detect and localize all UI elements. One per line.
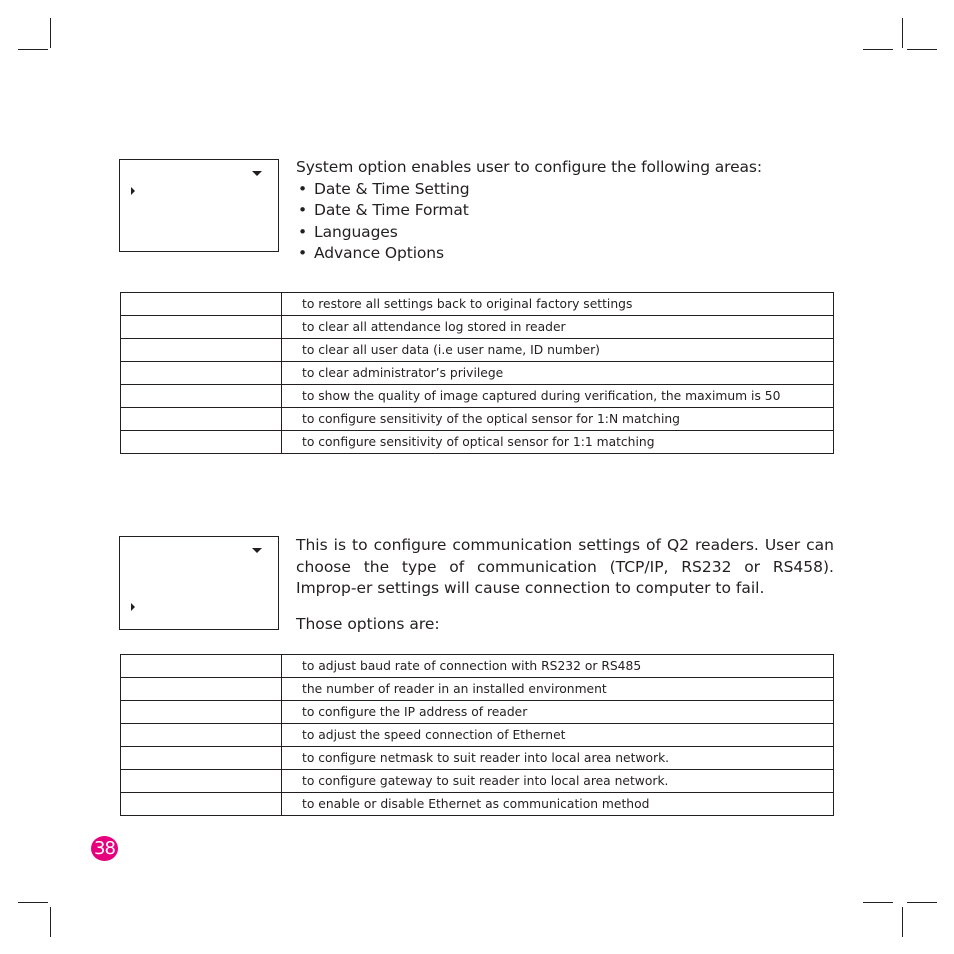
- communication-menu-screen-illustration: [119, 536, 279, 630]
- crop-mark: [50, 907, 51, 937]
- crop-mark: [907, 902, 937, 903]
- crop-mark: [902, 18, 903, 48]
- list-item: • Languages: [296, 222, 816, 244]
- communication-options-table: [120, 654, 834, 816]
- options-label: Those options are:: [296, 615, 440, 633]
- list-item: • Advance Options: [296, 243, 816, 265]
- table-row: [121, 339, 834, 362]
- table-cell-description: to clear all user data (i.e user name, ID number): [282, 339, 834, 362]
- crop-mark: [902, 907, 903, 937]
- crop-mark: [18, 902, 48, 903]
- crop-mark: [863, 49, 893, 50]
- page-number-badge: 38: [91, 836, 118, 861]
- list-item: • Date & Time Setting: [296, 179, 816, 201]
- table-row: [121, 701, 834, 724]
- menu-cursor-arrow-icon: [131, 187, 135, 195]
- scroll-down-arrow-icon: [252, 548, 262, 553]
- system-options-list: [296, 179, 816, 265]
- table-row: [121, 678, 834, 701]
- table-cell-description: to adjust the speed connection of Ethernet: [282, 724, 834, 747]
- advance-options-table: [120, 292, 834, 454]
- system-menu-screen-illustration: [119, 159, 279, 252]
- table-row: [121, 385, 834, 408]
- crop-mark: [863, 902, 893, 903]
- table-cell-description: to configure sensitivity of the optical sensor for 1:N matching: [282, 408, 834, 431]
- system-intro: [296, 157, 816, 265]
- table-cell-description: to configure the IP address of reader: [282, 701, 834, 724]
- table-cell-description: to clear administrator’s privilege: [282, 362, 834, 385]
- crop-mark: [50, 18, 51, 48]
- scroll-down-arrow-icon: [252, 171, 262, 176]
- table-cell-description: to configure netmask to suit reader into local area network.: [282, 747, 834, 770]
- table-row: [121, 408, 834, 431]
- table-cell-description: to restore all settings back to original factory settings: [282, 293, 834, 316]
- table-row: [121, 770, 834, 793]
- table-row: [121, 655, 834, 678]
- table-cell-description: the number of reader in an installed environment: [282, 678, 834, 701]
- communication-paragraph: This is to configure communication settings of Q2 readers. User can choose the type of communication (TCP/IP, RS232 or RS458). Improp-er settings will cause connection to computer to fail.: [296, 536, 834, 597]
- table-row: [121, 362, 834, 385]
- table-row: [121, 293, 834, 316]
- table-row: [121, 724, 834, 747]
- table-cell-description: to adjust baud rate of connection with RS232 or RS485: [282, 655, 834, 678]
- table-cell-description: to configure gateway to suit reader into local area network.: [282, 770, 834, 793]
- table-cell-description: to configure sensitivity of optical sensor for 1:1 matching: [282, 431, 834, 454]
- list-item: • Date & Time Format: [296, 200, 816, 222]
- crop-mark: [18, 49, 48, 50]
- table-row: [121, 747, 834, 770]
- menu-cursor-arrow-icon: [131, 603, 135, 611]
- table-cell-description: to enable or disable Ethernet as communication method: [282, 793, 834, 816]
- table-row: [121, 431, 834, 454]
- table-row: [121, 793, 834, 816]
- table-cell-description: to clear all attendance log stored in reader: [282, 316, 834, 339]
- table-row: [121, 316, 834, 339]
- table-cell-description: to show the quality of image captured during verification, the maximum is 50: [282, 385, 834, 408]
- system-intro-text: System option enables user to configure the following areas:: [296, 158, 763, 176]
- crop-mark: [907, 49, 937, 50]
